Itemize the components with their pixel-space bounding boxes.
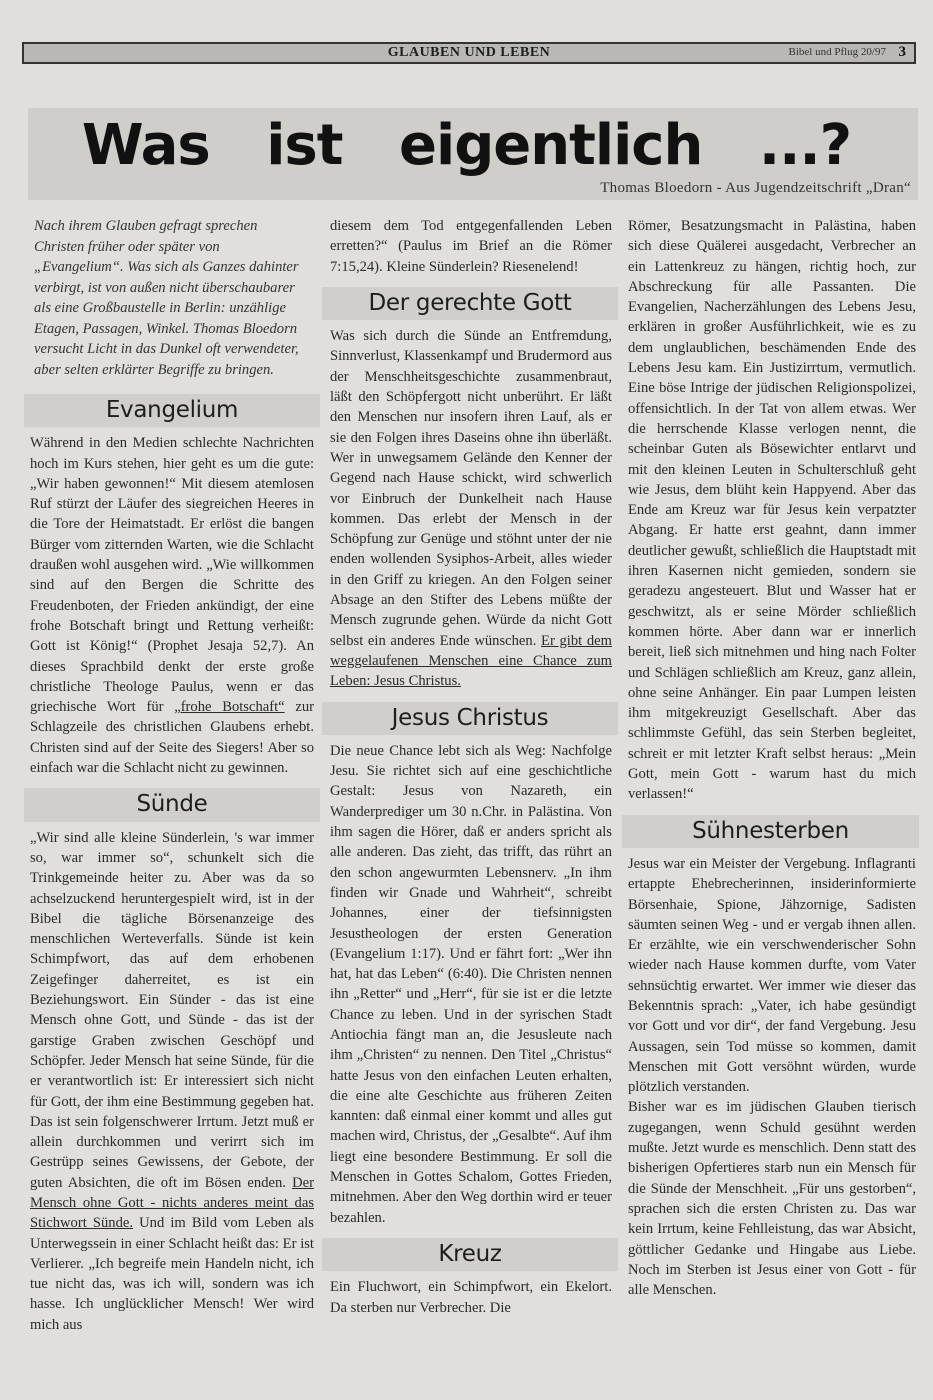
page-number: 3 <box>898 44 906 60</box>
text-span: Während in den Medien schlechte Nachrichten hoch im Kurs stehen, hier geht es um die gute: „Wir haben gewonnen!“ Mit diesem atemlosen Ruf stürzt der Läufer des siegreichen Heeres in die Tore der Heimatstadt. Er erlöst die bangen Bürger vom zitternden Warten, wie die Schlacht draußen wohl ausgehen wird. „Wie willkommen sind auf den Bergen die Schritte des Freudenboten, der Frieden ankündigt, der eine frohe Botschaft bringt und Rettung verheißt: Gott ist König!“ (Prophet Jesaja 52,7). An dieses Sprachbild denkt der erste große christliche Theologe Paulus, wenn er das griechische Wort für <box>30 435 314 716</box>
column-2 <box>322 216 618 1328</box>
paragraph-suehnesterben-2: Bisher war es im jüdischen Glauben tierisch zugegangen, wenn Schuld gesühnt werden mußte. Jetzt wurde es menschlich. Denn statt des bisherigen Opfertieres starb nun ein Mensch für die Sünde der Menschheit. „Für uns gestorben“, sprachen sich die ersten Christen zu. Das war kein Irrtum, keine Fehlleistung, das war Absicht, göttlicher Gedanke und Hingabe aus Liebe. Noch im Sterben ist Jesus einer von Gott - für alle Menschen. <box>628 1099 916 1299</box>
heading-evangelium: Evangelium <box>24 394 320 427</box>
paragraph-evangelium <box>30 427 314 778</box>
heading-jesus-christus: Jesus Christus <box>322 702 618 735</box>
text-span: Und im Bild vom Leben als Unterwegssein in einer Schlacht heißt das: Er ist Verlierer. „Ich begreife mein Handeln nicht, ich tue nicht das, was ich will, sondern was ich hasse. Ich unglücklicher Mensch! Wer wird mich aus <box>30 1215 314 1333</box>
underlined-phrase: Er gibt dem weggelaufenen Menschen eine Chance zum Leben: Jesus Christus. <box>330 632 612 690</box>
paragraph-kreuz-continued: Römer, Besatzungsmacht in Palästina, haben sich diese Quälerei ausgedacht, Verbrecher an ein Lattenkreuz zu hängen, richtig hoch, zur Abschreckung für alle Passanten. Die Evangelien, Nacherzählungen des Lebens Jesu, erklären in großer Ausführlichkeit, wie es zu dem unglaublichen, beschämenden Ende des Lebens Jesu kam. Ein Justizirrtum, vermutlich. Eine böse Intrige der jüdischen Religionspolizei, offensichtlich. In der Tat von allem etwas. Wer die herrschende Klasse verlogen nennt, die scheinbar Guten als Bösewichter entlarvt und mit den kleinen Leuten in Schulterschluß geht wie Jesus, dem blüht kein Happyend. Aber das Ende am Kreuz war für Jesus kein verpatzter Abgang. Er hatte erst geahnt, dann immer deutlicher gewußt, schließlich die Hauptstadt mit ihren Kasernen nicht gemieden, sondern sie geradezu angesteuert. Blut und Wasser hat er geschwitzt, als er seine Mörder schließlich kommen hörte. Aber dann war er innerlich bereit, ließ sich mitnehmen und hing nach Folter und Schlägen schließlich am Kreuz, ganz allein, ohne seine Anhänger. Ein paar Lumpen leisten ihm mitgekreuzigt Gesellschaft. Aber das schlimmste Gefühl, das sein Sterben begleitet, schreit er mit letzter Kraft selbst heraus: „Mein Gott, mein Gott - warum hast du mich verlassen!“ <box>628 218 916 803</box>
article-title: Was ist eigentlich ...? <box>81 113 852 178</box>
paragraph-suende-continued: diesem dem Tod entgegenfallenden Leben erretten?“ (Paulus im Brief an die Römer 7:15,24). Kleine Sünderlein? Riesenelend! <box>330 218 612 275</box>
article-byline: Thomas Bloedorn - Aus Jugendzeitschrift „Dran“ <box>600 180 911 196</box>
heading-suehnesterben: Sühnesterben <box>622 815 919 848</box>
paragraph-jesus-christus: Die neue Chance lebt sich als Weg: Nachfolge Jesu. Sie richtet sich auf eine geschichtliche Gestalt: Jesus von Nazareth, ein Wanderprediger um 30 n.Chr. in Palästina. Von ihm sagen die Hörer, daß er anders spricht als alle anderen. Das zieht, das trifft, das rührt an den schon angewurmten Lebensnerv. „In ihm finden wir Gnade und Wahrheit“, schreibt Johannes, einer der tiefsinnigsten Jesustheologen der ersten Generation (Evangelium 1:17). Und er fährt fort: „Wer ihn hat, hat das Leben“ (6:40). Die Christen nennen ihn „Retter“ und „Herr“, für sie ist er die letzte Chance zu leben. Und in der syrischen Stadt Antiochia fängt man an, die Jesusleute nach ihm „Christen“ zu nennen. Den Titel „Christus“ hatte Jesus von den einfachen Leuten erhalten, die eine alte Geschichte aus früheren Zeiten kannten: daß einmal einer kommt und alles gut machen wird, Christus, der „Gesalbte“. Auf ihm liegt eine besondere Bestimmung. Er soll die Menschen in Gottes Schalom, Gottes Frieden, mitnehmen. Aber den Weg dorthin wird er teuer bezahlen. <box>330 742 612 1226</box>
underlined-phrase: „frohe Botschaft“ <box>174 699 285 716</box>
text-span: „Wir sind alle kleine Sünderlein, 's war immer so, war immer so“, schunkelt sich die Trinkgemeinde heiter zu. Aber was da so achselzuckend heruntergespielt wird, ist in der Bibel die tägliche Börsenanzeige des menschlichen Werteverfalls. Sünde ist kein Schimpfwort, das auf dem erhobenen Zeigefinger daherreitet, es ist ein Beziehungswort. Ein Sünder - das ist eine Mensch ohne Gott, und Sünde - das ist der garstige Graben zwischen Geschöpf und Schöpfer. Jeder Mensch hat seine Sünde, für die er verantwortlich ist: Er interessiert sich nicht für Gott, der ihm eine Bestimmung gegeben hat. Das ist sein folgenschwerer Irrtum. Jetzt muß er allein durchkommen und verirrt sich im Gestrüpp seines Gewissens, der Gebote, der guten Absichten, die oft im Bösen enden. <box>30 829 314 1191</box>
underlined-phrase: Der Mensch ohne Gott - nichts anderes meint das Stichwort Sünde. <box>30 1174 314 1232</box>
section-title: GLAUBEN UND LEBEN <box>387 45 551 60</box>
paragraph-gerechte-gott <box>330 320 612 691</box>
magazine-issue: Bibel und Pflug 20/97 <box>788 46 886 58</box>
text-span: zur Schlagzeile des christlichen Glaubens erhebt. Christen sind auf der Seite des Siegers! Aber so einfach war die Schlacht nicht zu gewinnen. <box>30 699 314 777</box>
paragraph-suehnesterben-1: Jesus war ein Meister der Vergebung. Inflagranti ertappte Ehebrecherinnen, insiderinformierte Börsenhaie, Spione, Jähzornige, Sadisten säumten seinen Weg - und er vergab ihnen allen. Er erzählte, wie ein verschwenderischer Sohn wieder nach Hause kommen durfte, vom Vater sehnsüchtig erwartet. Wer immer wie dieser das Bekenntnis sprach: „Vater, ich habe gesündigt vor Gott und vor dir“, der fand Vergebung. Jesu Aussagen, sein Tod müsse so kommen, damit Menschen mit Gott versöhnt würden, wurde plötzlich verstanden. <box>628 855 916 1096</box>
article-intro: Nach ihrem Glauben gefragt sprechen Christen früher oder später von „Evangelium“. Was sich als Ganzes dahinter verbirgt, ist von außen nicht überschaubarer als eine Großbaustelle in Berlin: unzählige Etagen, Passagen, Winkel. Thomas Bloedorn versucht Licht in das Dunkel oft verwendeter, aber selten erklärter Begriffe zu bringen. <box>34 218 299 378</box>
heading-gerechte-gott: Der gerechte Gott <box>322 287 618 320</box>
heading-suende: Sünde <box>24 788 320 821</box>
text-span: Was sich durch die Sünde an Entfremdung, Sinnverlust, Klassenkampf und Brudermord aus der Menschheitsgeschichte zusammenbraut, läßt den Schöpfergott nicht unberührt. Er läßt den Menschen nur insofern ihren Lauf, als er sie den Folgen ihres Daseins ohne ihn überläßt. Wer in unwegsamem Gelände den Kenner der Gegend nach Hause schickt, wird schwerlich vor Einbruch der Dunkelheit nach Hause kommen. Das erlebt der Mensch in der Schöpfung zur Genüge und stöhnt unter der nie enden wollenden Sysiphos-Arbeit, alles wieder in den Griff zu kriegen. An den Folgen seiner Absage an den Stifter des Lebens müßte der Mensch zugrunde gehen. Würde da nicht Gott selbst ein anderes Ende wünschen. <box>330 328 612 649</box>
heading-kreuz: Kreuz <box>322 1238 618 1271</box>
column-3 <box>622 216 919 1300</box>
column-1 <box>24 216 320 1345</box>
running-head <box>22 42 916 64</box>
paragraph-kreuz: Ein Fluchwort, ein Schimpfwort, ein Ekelort. Da sterben nur Verbrecher. Die <box>330 1279 612 1316</box>
paragraph-suende <box>30 822 314 1335</box>
